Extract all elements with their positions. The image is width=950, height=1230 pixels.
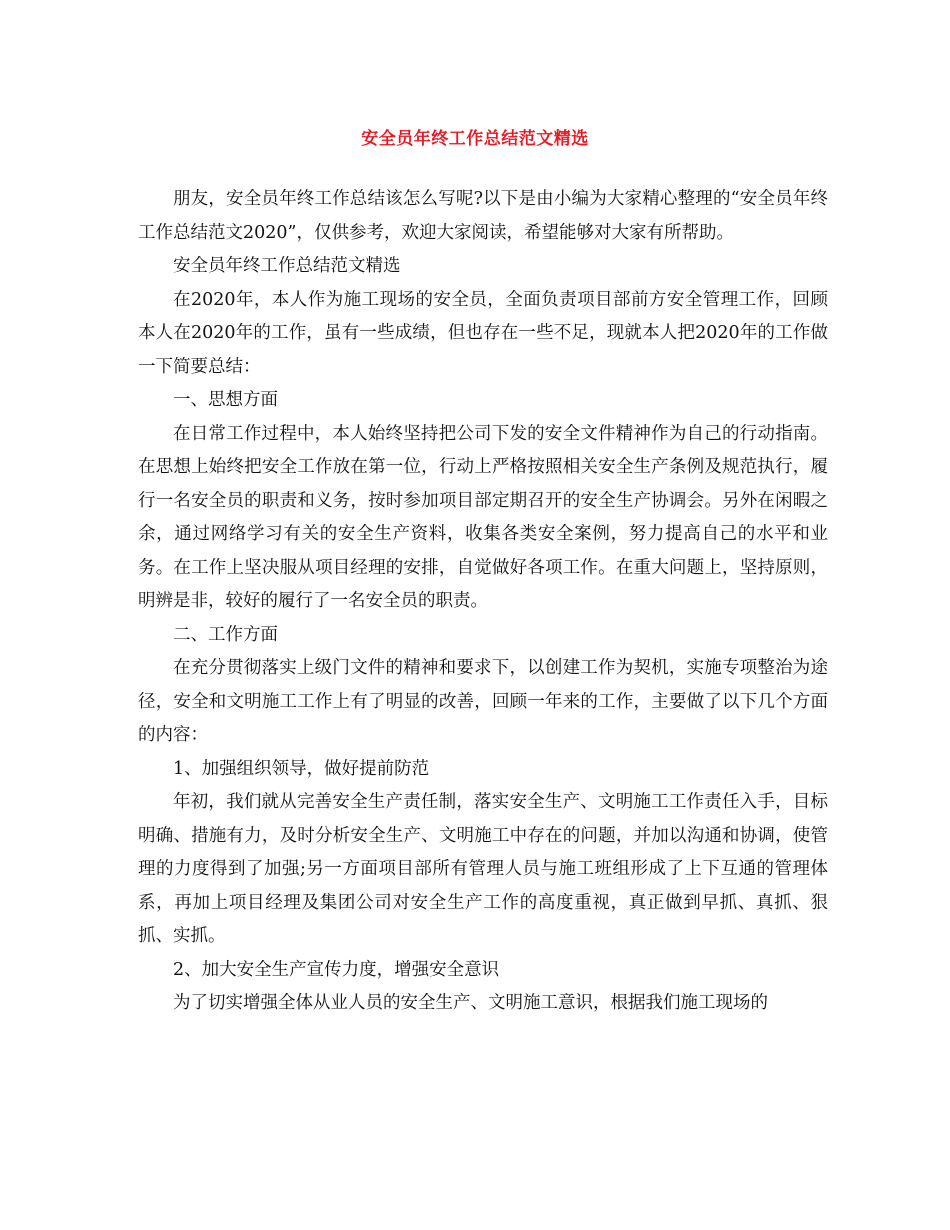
work-paragraph: 在充分贯彻落实上级门文件的精神和要求下，以创建工作为契机，实施专项整治为途径，安全和文明施工工作上有了明显的改善，回顾一年来的工作，主要做了以下几个方面的内容： bbox=[138, 658, 828, 745]
document-title: 安全员年终工作总结范文精选 bbox=[361, 129, 589, 149]
subheading-organization: 1、加强组织领导，做好提前防范 bbox=[173, 758, 430, 779]
section-heading-thought: 一、思想方面 bbox=[173, 390, 278, 410]
opening-paragraph: 在2020年，本人作为施工现场的安全员，全面负责项目部前方安全管理工作，回顾本人在2020年的工作，虽有一些成绩，但也存在一些不足，现就本人把2020年的工作做一下简要总结： bbox=[138, 289, 828, 377]
subheading-publicity: 2、加大安全生产宣传力度，增强安全意识 bbox=[173, 959, 500, 980]
publicity-paragraph: 为了切实增强全体从业人员的安全生产、文明施工意识，根据我们施工现场的 bbox=[173, 993, 768, 1013]
thought-paragraph: 在日常工作过程中，本人始终坚持把公司下发的安全文件精神作为自己的行动指南。在思想上始终把安全工作放在第一位，行动上严格按照相关安全生产条例及规范执行，履行一名安全员的职责和义务，按时参加项目部定期召开的安全生产协调会。另外在闲暇之余，通过网络学习有关的安全生产资料，收集各类安全案例，努力提高自己的水平和业务。在工作上坚决服从项目经理的安排，自觉做好各项工作。在重大问题上，坚持原则，明辨是非，较好的履行了一名安全员的职责。 bbox=[138, 423, 828, 611]
organization-paragraph: 年初，我们就从完善安全生产责任制，落实安全生产、文明施工工作责任入手，目标明确、措施有力，及时分析安全生产、文明施工中存在的问题，并加以沟通和协调，使管理的力度得到了加强;另一方面项目部所有管理人员与施工班组形成了上下互通的管理体系，再加上项目经理及集团公司对安全生产工作的高度重视，真正做到早抓、真抓、狠抓、实抓。 bbox=[138, 792, 828, 946]
section-heading-work: 二、工作方面 bbox=[173, 624, 278, 645]
intro-paragraph: 朋友，安全员年终工作总结该怎么写呢?以下是由小编为大家精心整理的“安全员年终工作总结范文2020”，仅供参考，欢迎大家阅读，希望能够对大家有所帮助。 bbox=[138, 189, 828, 243]
document-body bbox=[138, 183, 828, 1021]
subtitle-paragraph: 安全员年终工作总结范文精选 bbox=[173, 256, 401, 276]
